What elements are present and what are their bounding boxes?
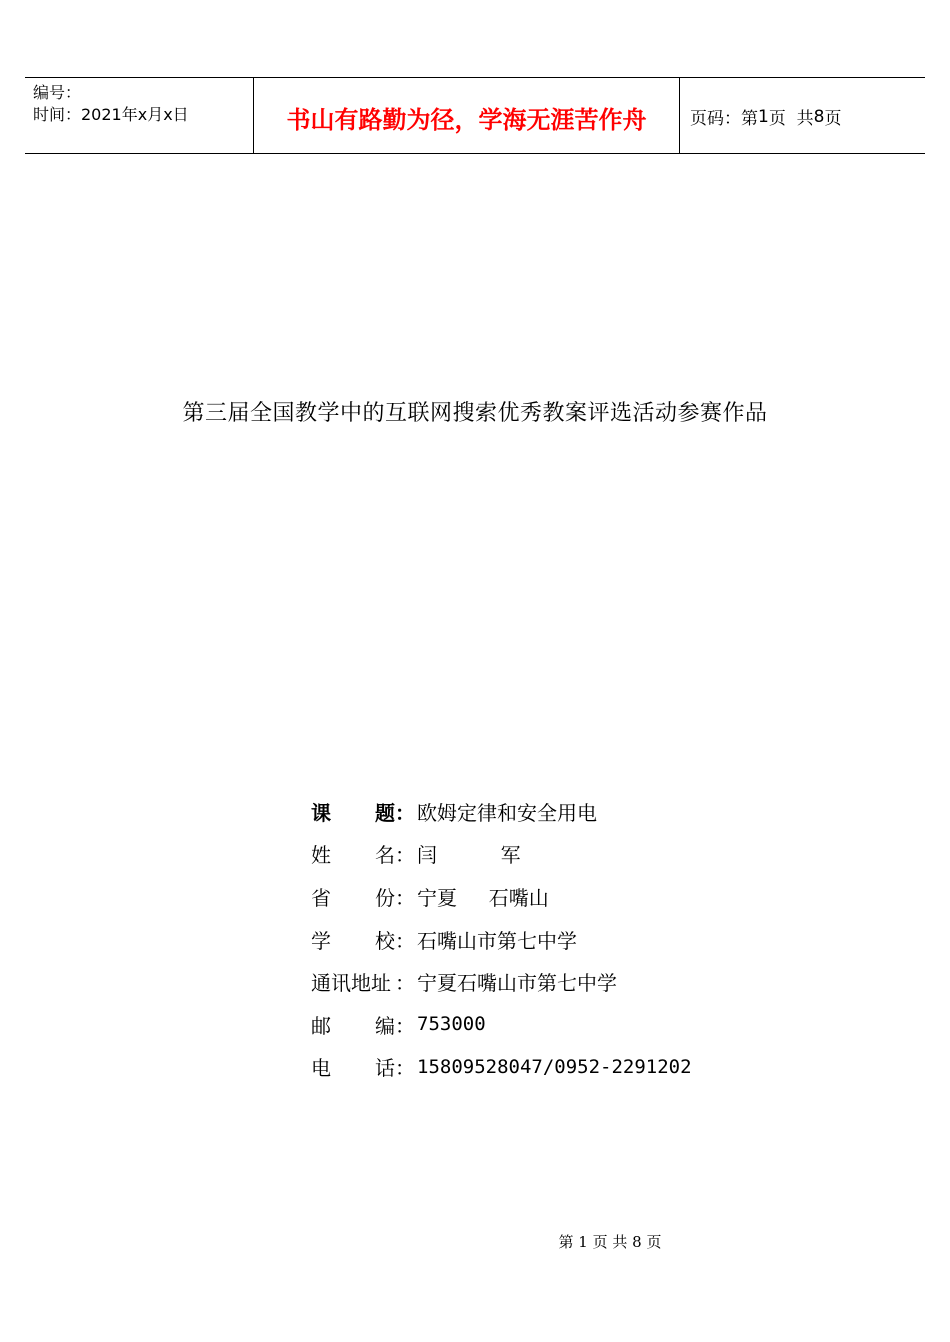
- info-label-char: 校: [375, 928, 395, 953]
- page-suffix: 页: [824, 109, 842, 129]
- info-value-phone: 15809528047/0952-2291202: [417, 1055, 692, 1078]
- header-page-info: [680, 78, 925, 153]
- info-label-char: 姓: [311, 843, 331, 868]
- info-label-text: 通讯地址: [311, 971, 391, 996]
- page-middle: 页 共: [768, 109, 814, 129]
- info-label-char: 省: [311, 885, 331, 910]
- info-row-topic: [311, 790, 692, 833]
- info-row-postcode: [311, 1003, 692, 1046]
- info-colon: ：: [395, 800, 415, 825]
- info-colon: ：: [395, 971, 415, 996]
- info-row-address: [311, 960, 692, 1003]
- info-colon: ：: [395, 928, 415, 953]
- info-label-char: 课: [311, 800, 331, 825]
- info-row-school: [311, 918, 692, 961]
- header-meta-cell: [25, 78, 254, 153]
- info-label: [311, 882, 395, 911]
- header-motto: 书山有路勤为径，学海无涯苦作舟: [254, 78, 680, 153]
- info-value-province: 宁夏 石嘴山: [417, 885, 549, 910]
- info-label-char: 学: [311, 928, 331, 953]
- info-row-province: [311, 875, 692, 918]
- info-row-phone: [311, 1046, 692, 1089]
- page-header: [25, 77, 925, 154]
- page-footer: 第 1 页 共 8 页: [558, 1233, 662, 1251]
- document-number-label: 编号：: [33, 83, 82, 102]
- info-label: [311, 1010, 395, 1039]
- info-colon: ：: [395, 843, 415, 868]
- info-label-char: 名: [375, 843, 395, 868]
- info-value-postcode: 753000: [417, 1013, 486, 1036]
- info-colon: ：: [395, 1056, 415, 1081]
- info-label-char: 题: [375, 800, 395, 825]
- info-label-char: 编: [375, 1013, 395, 1038]
- document-date-label: 时间：2021年x月x日: [33, 105, 189, 124]
- info-row-name: [311, 833, 692, 876]
- document-title: 第三届全国教学中的互联网搜索优秀教案评选活动参赛作品: [182, 401, 768, 426]
- info-label: [311, 797, 395, 826]
- info-label: [311, 925, 395, 954]
- info-label-char: 话: [375, 1056, 395, 1081]
- info-value-address: 宁夏石嘴山市第七中学: [417, 971, 617, 996]
- info-colon: ：: [395, 1013, 415, 1038]
- page-current: 1: [758, 106, 769, 127]
- info-value-school: 石嘴山市第七中学: [417, 928, 577, 953]
- info-label: [311, 1052, 395, 1081]
- info-label-char: 邮: [311, 1013, 331, 1038]
- page-prefix: 页码：第: [690, 109, 758, 129]
- info-label: [311, 967, 395, 996]
- info-colon: ：: [395, 885, 415, 910]
- info-label: [311, 839, 395, 868]
- info-value-name: 闫 军: [417, 843, 521, 868]
- page-total: 8: [813, 106, 825, 127]
- info-label-char: 份: [375, 885, 395, 910]
- info-value-topic: 欧姆定律和安全用电: [417, 800, 597, 825]
- info-label-char: 电: [311, 1056, 331, 1081]
- author-info-block: [311, 790, 692, 1088]
